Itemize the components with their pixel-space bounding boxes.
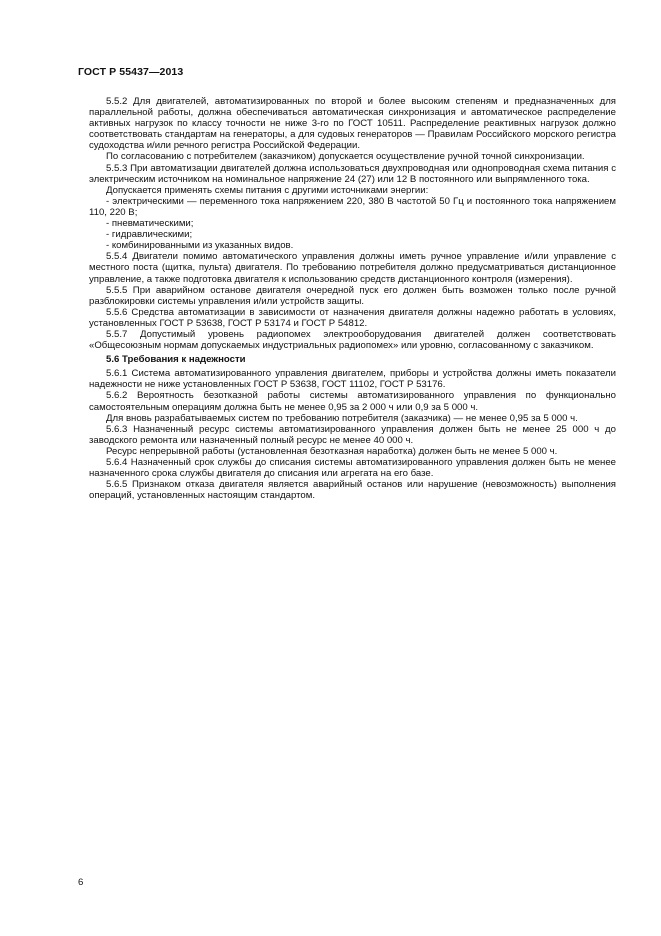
document-code-header: ГОСТ Р 55437—2013 bbox=[78, 66, 184, 78]
paragraph-5-5-7: 5.5.7 Допустимый уровень радиопомех электрооборудования двигателей должен соответствовать «Общесоюзным нормам допускаемых индустриальных радиопомех» или уровню, согласованному с заказчиком. bbox=[89, 328, 616, 352]
list-item-hydraulic: - гидравлическими; bbox=[106, 229, 193, 241]
paragraph-synchronization-note: По согласованию с потребителем (заказчиком) допускается осуществление ручной точной синхронизации. bbox=[106, 151, 585, 163]
paragraph-5-6-5: 5.6.5 Признаком отказа двигателя является аварийный останов или нарушение (невозможность) выполнения операций, установленных настоящим стандартом. bbox=[89, 479, 616, 502]
paragraph-5-5-5: 5.5.5 При аварийном останове двигателя очередной пуск его должен быть возможен только после ручной разблокировки системы управления и/или устройств защиты. bbox=[89, 284, 616, 307]
paragraph-5-5-2: 5.5.2 Для двигателей, автоматизированных по второй и более высоким степеням и предназначенных для параллельной работы, должна обеспечиваться автоматическая синхронизация и автоматическое распределение активных нагрузок по классу точности не ниже 3-го по ГОСТ 10511. Распределение реактивных нагрузок должно соответствовать стандартам на генераторы, а для судовых генераторов — Правилам Российского морского регистра судоходства и/или речного регистра Российской Федерации. bbox=[89, 96, 616, 152]
page-number: 6 bbox=[78, 877, 84, 888]
paragraph-new-systems-note: Для вновь разрабатываемых систем по требованию потребителя (заказчика) — не менее 0,95 за 5 000 ч. bbox=[106, 412, 578, 424]
list-item-pneumatic: - пневматическими; bbox=[106, 218, 194, 230]
paragraph-5-6-4: 5.6.4 Назначенный срок службы до списания системы автоматизированного управления должен быть не менее назначенного срока службы двигателя до списания или агрегата на его базе. bbox=[89, 457, 616, 480]
list-item-electric: - электрическими — переменного тока напряжением 220, 380 В частотой 50 Гц и постоянного тока напряжением 110, 220 В; bbox=[89, 195, 616, 218]
paragraph-5-6-2: 5.6.2 Вероятность безотказной работы системы автоматизированного управления по функционально самостоятельным операциям должна быть не менее 0,95 за 2 000 ч или 0,9 за 5 000 ч. bbox=[89, 390, 616, 413]
paragraph-5-5-4: 5.5.4 Двигатели помимо автоматического управления должны иметь ручное управление и/или управление с местного поста (щитка, пульта) двигателя. По требованию потребителя должно предусматриваться дистанционное управление, а также подготовка двигателя к использованию средств дистанционного контроля (измерения). bbox=[89, 251, 616, 285]
paragraph-5-6-3: 5.6.3 Назначенный ресурс системы автоматизированного управления должен быть не менее 25 000 ч до заводского ремонта или назначенный полный ресурс не менее 40 000 ч. bbox=[89, 423, 616, 446]
section-title-5-6: 5.6 Требования к надежности bbox=[106, 354, 246, 366]
paragraph-5-6-1: 5.6.1 Система автоматизированного управления двигателем, приборы и устройства должны иметь показатели надежности не ниже установленных ГОСТ Р 53638, ГОСТ 11102, ГОСТ Р 53176. bbox=[89, 368, 616, 391]
paragraph-5-5-6: 5.5.6 Средства автоматизации в зависимости от назначения двигателя должны надежно работать в условиях, установленных ГОСТ Р 53638, ГОСТ Р 53174 и ГОСТ Р 54812. bbox=[89, 306, 616, 329]
paragraph-power-sources-intro: Допускается применять схемы питания с другими источниками энергии: bbox=[106, 184, 429, 196]
document-body bbox=[89, 96, 616, 501]
paragraph-continuous-operation: Ресурс непрерывной работы (установленная безотказная наработка) должен быть не менее 5 000 ч. bbox=[106, 445, 558, 457]
list-item-combined: - комбинированными из указанных видов. bbox=[106, 240, 294, 252]
paragraph-5-5-3: 5.5.3 При автоматизации двигателей должна использоваться двухпроводная или однопроводная схема питания с электрическим источником на номинальное напряжение 24 (27) или 12 В постоянного или выпрямленного тока. bbox=[89, 162, 616, 185]
